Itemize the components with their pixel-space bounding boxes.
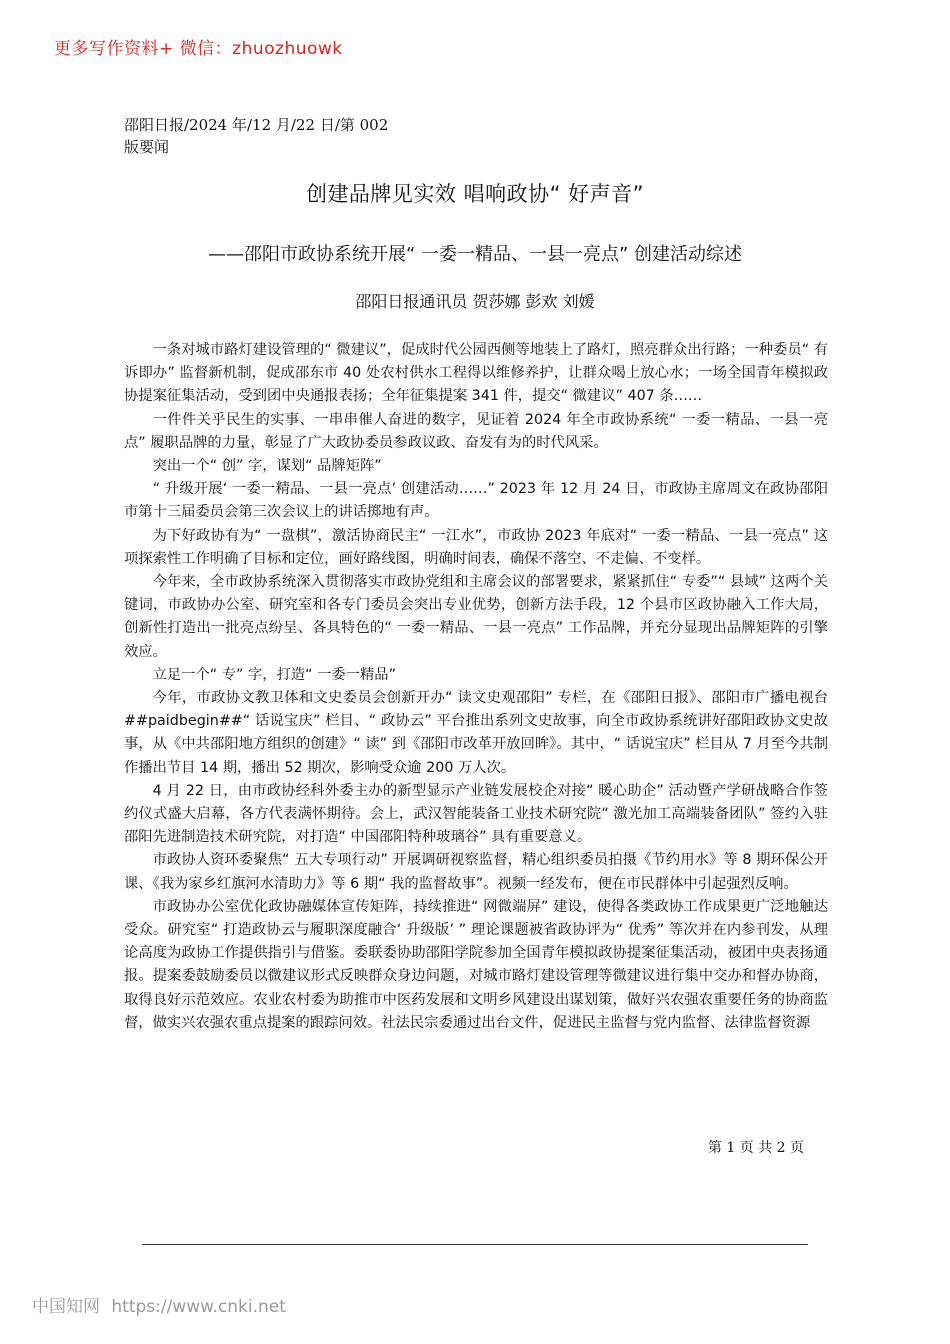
watermark-brand: 中国知网: [32, 1297, 100, 1317]
paragraph: 为下好政协有为“ 一盘棋”，激活协商民主“ 一江水”，市政协 2023 年底对“ 一委一精品、一县一亮点” 这项探索性工作明确了目标和定位，画好路线图，明确时间表，确保不落空、不走偏、不变样。: [124, 527, 828, 567]
article-byline: 邵阳日报通讯员 贺莎娜 彭欢 刘媛: [355, 292, 595, 311]
promo-banner[interactable]: 更多写作资料+ 微信：zhuozhuowk: [54, 39, 343, 59]
section-heading: 突出一个“ 创” 字，谋划“ 品牌矩阵”: [152, 458, 382, 475]
source-info: [124, 114, 388, 158]
watermark-url: https://www.cnki.net: [111, 1297, 286, 1317]
paragraph: 市政协人资环委聚焦“ 五大专项行动” 开展调研视察监督，精心组织委员拍摄《节约用水》等 8 期环保公开课、《我为家乡红旗河水清助力》等 6 期“ 我的监督故事”。视频一经发布，便在市民群体中引起强烈反响。: [124, 852, 828, 892]
paragraph: 市政协办公室优化政协融媒体宣传矩阵，持续推进“ 网微端屏” 建设，使得各类政协工作成果更广泛地触达受众。研究室“ 打造政协云与履职深度融合‘ 升级版’ ” 理论课题被省政协评为“ 优秀” 等次并在内参刊发，从理论高度为政协工作提供指引与借鉴。委联委协助邵阳学院参加全国青年模拟政协提案征集活动，被团中央表扬通报。提案委鼓励委员以微建议形式反映群众身边问题，对城市路灯建设管理等微建议进行集中交办和督办协商，取得良好示范效应。农业农村委为助推市中医药发展和文明乡风建设出谋划策，做好兴农强农重要任务的协商监督，做实兴农强农重点提案的跟踪问效。社法民宗委通过出台文件，促进民主监督与党内监督、法律监督资源: [124, 898, 828, 1031]
paragraph: “ 升级开展‘ 一委一精品、一县一亮点’ 创建活动……” 2023 年 12 月 24 日，市政协主席周文在政协邵阳市第十三届委员会第三次会议上的讲话掷地有声。: [124, 481, 828, 521]
paragraph: 4 月 22 日，由市政协经科外委主办的新型显示产业链发展校企对接“ 暖心助企” 活动暨产学研战略合作签约仪式盛大启幕，各方代表满怀期待。会上，武汉智能装备工业技术研究院“ 激光加工高端装备团队” 签约入驻邵阳先进制造技术研究院，对打造“ 中国邵阳特种玻璃谷” 具有重要意义。: [124, 782, 828, 846]
article-body: [124, 339, 828, 1035]
source-line: 邵阳日报/2024 年/12 月/22 日/第 002: [124, 116, 389, 134]
article-subtitle: ——邵阳市政协系统开展“ 一委一精品、一县一亮点” 创建活动综述: [207, 244, 743, 265]
footer-divider: [142, 1244, 808, 1245]
page-number: 第 1 页 共 2 页: [707, 1140, 804, 1156]
section-heading: 立足一个“ 专” 字，打造“ 一委一精品”: [152, 666, 397, 683]
cnki-watermark: [32, 1292, 292, 1317]
paragraph: 一条对城市路灯建设管理的“ 微建议”，促成时代公园西侧等地装上了路灯，照亮群众出行路；一种委员“ 有诉即办” 监督新机制，促成邵东市 40 处农村供水工程得以维修养护，让群众喝上放心水；一场全国青年模拟政协提案征集活动，受到团中央通报表扬；全年征集提案 341 件，提交“ 微建议” 407 条……: [124, 342, 828, 405]
source-line: 版要闻: [124, 138, 170, 156]
paragraph: 今年来，全市政协系统深入贯彻落实市政协党组和主席会议的部署要求，紧紧抓住“ 专委”“ 县域” 这两个关键词，市政协办公室、研究室和各专门委员会突出专业优势，创新方法手段，12 个县市区政协融入工作大局，创新性打造出一批亮点纷呈、各具特色的“ 一委一精品、一县一亮点” 工作品牌，并充分显现出品牌矩阵的引擎效应。: [124, 574, 828, 660]
paragraph: 一件件关乎民生的实事、一串串催人奋进的数字，见证着 2024 年全市政协系统“ 一委一精品、一县一亮点” 履职品牌的力量，彰显了广大政协委员参政议政、奋发有为的时代风采。: [124, 411, 828, 451]
paragraph: 今年，市政协文教卫体和文史委员会创新开办“ 读文史观邵阳” 专栏，在《邵阳日报》、邵阳市广播电视台##paidbegin##“ 话说宝庆” 栏目、“ 政协云” 平台推出系列文史故事，向全市政协系统讲好邵阳政协文史故事，从《中共邵阳地方组织的创建》“ 读” 到《邵阳市改革开放回眸》。其中，“ 话说宝庆” 栏目从 7 月至今共制作播出节目 14 期，播出 52 期次，影响受众逾 200 万人次。: [124, 690, 828, 776]
article-title: 创建品牌见实效 唱响政协“ 好声音”: [305, 182, 645, 206]
